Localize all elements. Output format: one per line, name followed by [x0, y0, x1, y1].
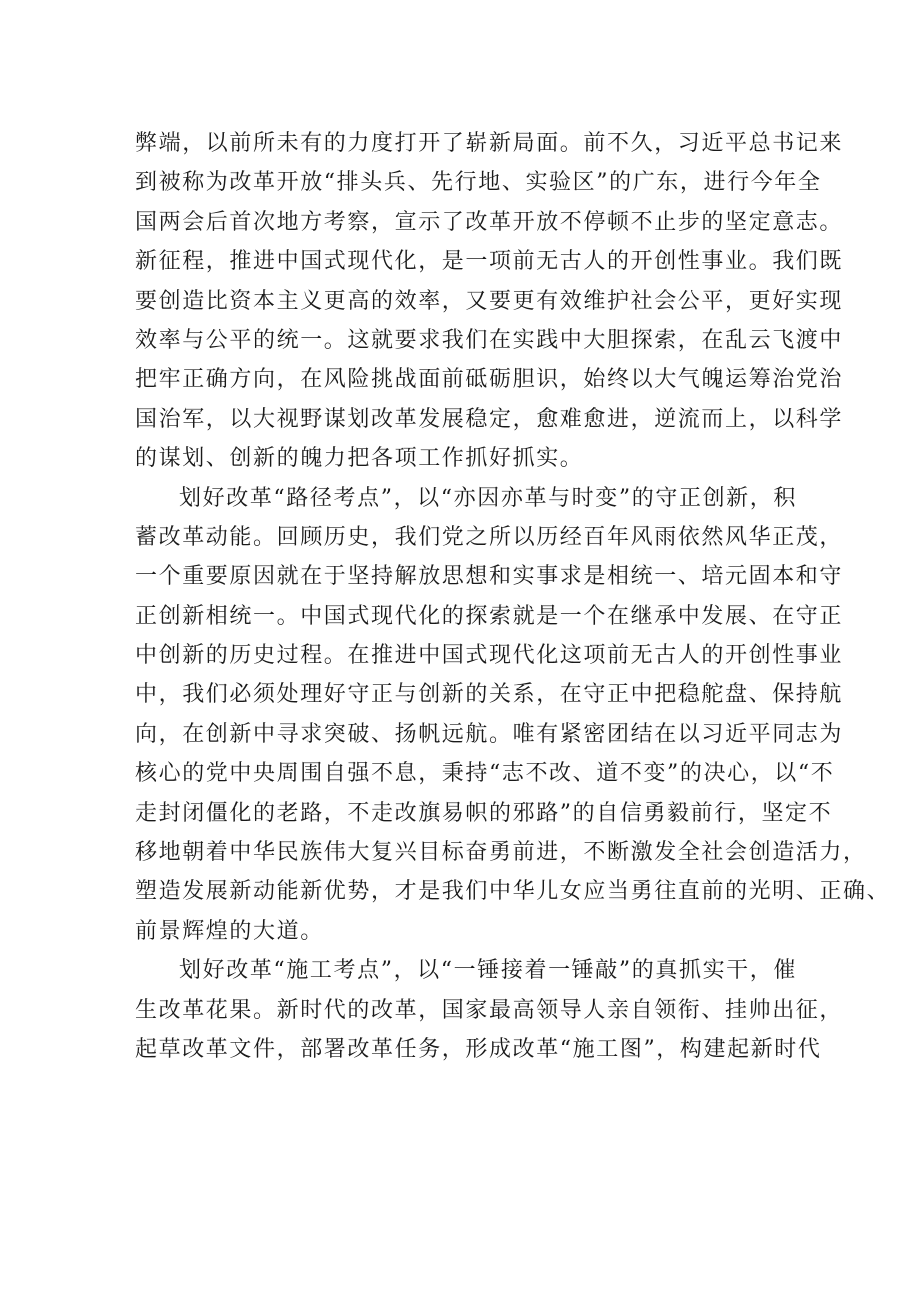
- document-body: [135, 124, 891, 1069]
- text-line: 起草改革文件，部署改革任务，形成改革“施工图”，构建起新时代: [135, 1036, 822, 1062]
- paragraph-first-line: 划好改革“施工考点”，以“一锤接着一锤敲”的真抓实干，催: [179, 958, 797, 984]
- paragraph-first-line: 划好改革“路径考点”，以“亦因亦革与时变”的守正创新，积: [179, 485, 797, 511]
- text-line: 塑造发展新动能新优势，才是我们中华儿女应当勇往直前的光明、正确、: [135, 879, 891, 905]
- text-line: 正创新相统一。中国式现代化的探索就是一个在继承中发展、在守正: [135, 603, 844, 629]
- text-line: 走封闭僵化的老路，不走改旗易帜的邪路”的自信勇毅前行，坚定不: [135, 800, 833, 826]
- text-line: 把牢正确方向，在风险挑战面前砥砺胆识，始终以大气魄运筹治党治: [135, 367, 844, 393]
- text-line: 中创新的历史过程。在推进中国式现代化这项前无古人的开创性事业: [135, 643, 844, 669]
- text-line: 新征程，推进中国式现代化，是一项前无古人的开创性事业。我们既: [135, 249, 844, 275]
- text-line: 弊端，以前所未有的力度打开了崭新局面。前不久，习近平总书记来: [135, 131, 844, 156]
- text-line: 国两会后首次地方考察，宣示了改革开放不停顿不止步的坚定意志。: [135, 209, 844, 235]
- text-line: 国治军，以大视野谋划改革发展稳定，愈难愈进，逆流而上，以科学: [135, 406, 844, 432]
- text-line: 前景辉煌的大道。: [135, 918, 324, 944]
- text-line: 移地朝着中华民族伟大复兴目标奋勇前进，不断激发全社会创造活力，: [135, 840, 867, 866]
- text-line: 生改革花果。新时代的改革，国家最高领导人亲自领衔、挂帅出征，: [135, 997, 844, 1023]
- text-line: 要创造比资本主义更高的效率，又要更有效维护社会公平，更好实现: [135, 288, 844, 314]
- text-line: 核心的党中央周围自强不息，秉持“志不改、道不变”的决心，以“不: [135, 761, 835, 787]
- text-line: 中，我们必须处理好守正与创新的关系，在守正中把稳舵盘、保持航: [135, 682, 844, 708]
- text-line: 蓄改革动能。回顾历史，我们党之所以历经百年风雨依然风华正茂，: [135, 524, 844, 550]
- text-line: 向，在创新中寻求突破、扬帆远航。唯有紧密团结在以习近平同志为: [135, 721, 844, 747]
- text-line: 的谋划、创新的魄力把各项工作抓好抓实。: [135, 446, 584, 472]
- text-line: 到被称为改革开放“排头兵、先行地、实验区”的广东，进行今年全: [135, 170, 822, 196]
- text-line: 效率与公平的统一。这就要求我们在实践中大胆探索，在乱云飞渡中: [135, 327, 844, 353]
- text-line: 一个重要原因就在于坚持解放思想和实事求是相统一、培元固本和守: [135, 564, 844, 590]
